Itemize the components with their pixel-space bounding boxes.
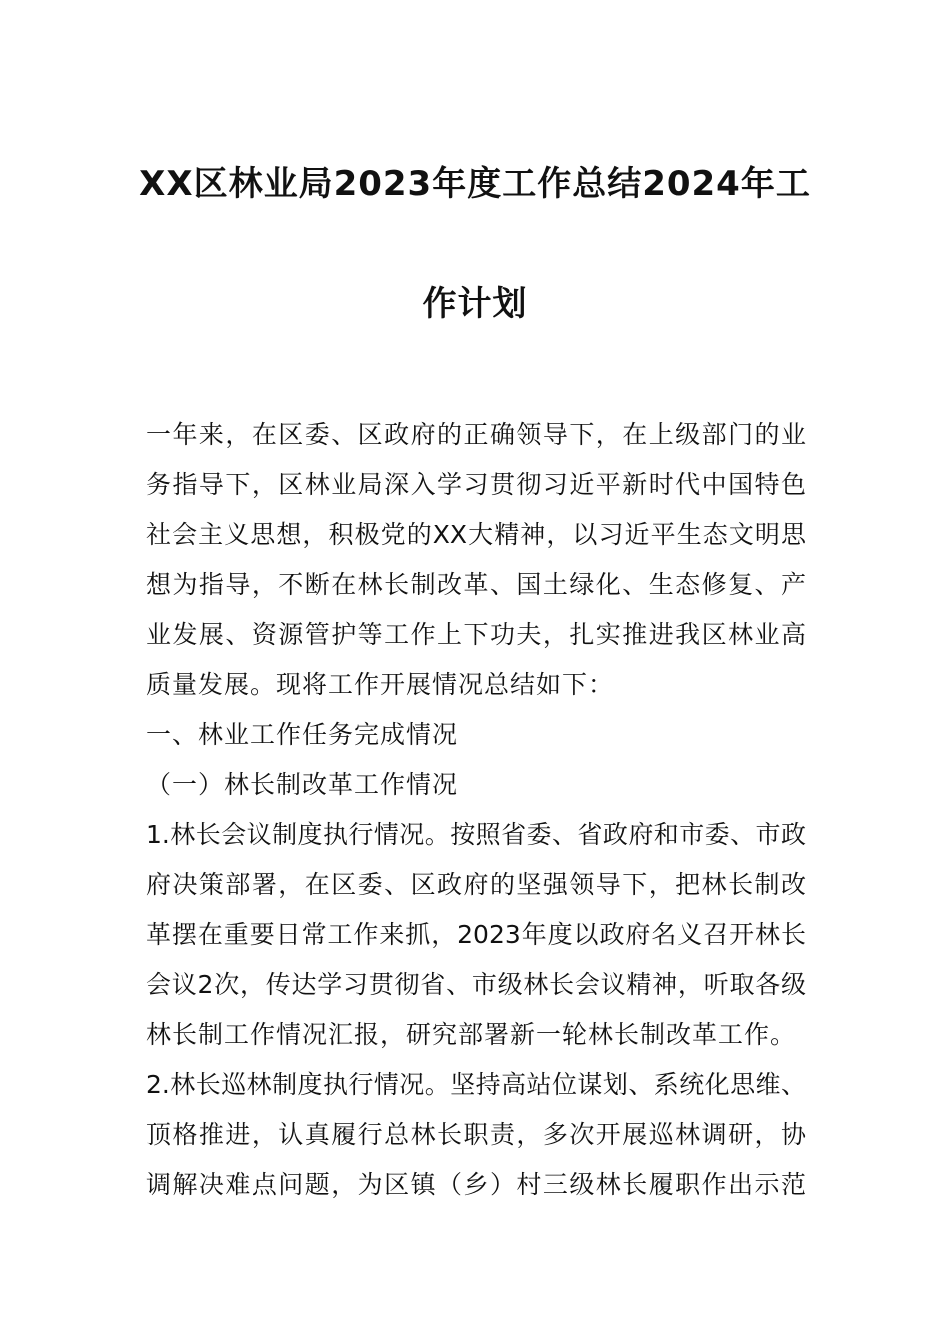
body-line: 调解决难点问题，为区镇（乡）村三级林长履职作出示范 xyxy=(146,1170,806,1199)
body-line: 想为指导，不断在林长制改革、国土绿化、生态修复、产 xyxy=(146,570,806,599)
body-line: 一年来，在区委、区政府的正确领导下，在上级部门的业 xyxy=(146,420,806,449)
body-line: 会议2次，传达学习贯彻省、市级林长会议精神，听取各级 xyxy=(146,970,806,999)
body-line: 2.林长巡林制度执行情况。坚持高站位谋划、系统化思维、 xyxy=(146,1070,806,1099)
body-line: 林长制工作情况汇报，研究部署新一轮林长制改革工作。 xyxy=(146,1020,797,1049)
subsection-heading: （一）林长制改革工作情况 xyxy=(146,770,459,799)
body-line: 务指导下，区林业局深入学习贯彻习近平新时代中国特色 xyxy=(146,470,806,499)
document-title-line-2: 作计划 xyxy=(422,284,528,324)
body-line: 顶格推进，认真履行总林长职责，多次开展巡林调研，协 xyxy=(146,1120,806,1149)
body-line: 社会主义思想，积极党的XX大精神，以习近平生态文明思 xyxy=(146,520,806,549)
body-line: 革摆在重要日常工作来抓，2023年度以政府名义召开林长 xyxy=(146,920,806,949)
body-line: 1.林长会议制度执行情况。按照省委、省政府和市委、市政 xyxy=(146,820,806,849)
section-heading: 一、林业工作任务完成情况 xyxy=(146,720,459,749)
document-title-line-1: XX区林业局2023年度工作总结2024年工 xyxy=(139,164,811,204)
body-line: 府决策部署，在区委、区政府的坚强领导下，把林长制改 xyxy=(146,870,806,899)
body-line: 质量发展。现将工作开展情况总结如下： xyxy=(146,670,615,699)
document-body xyxy=(146,410,806,1210)
body-line: 业发展、资源管护等工作上下功夫，扎实推进我区林业高 xyxy=(146,620,806,649)
